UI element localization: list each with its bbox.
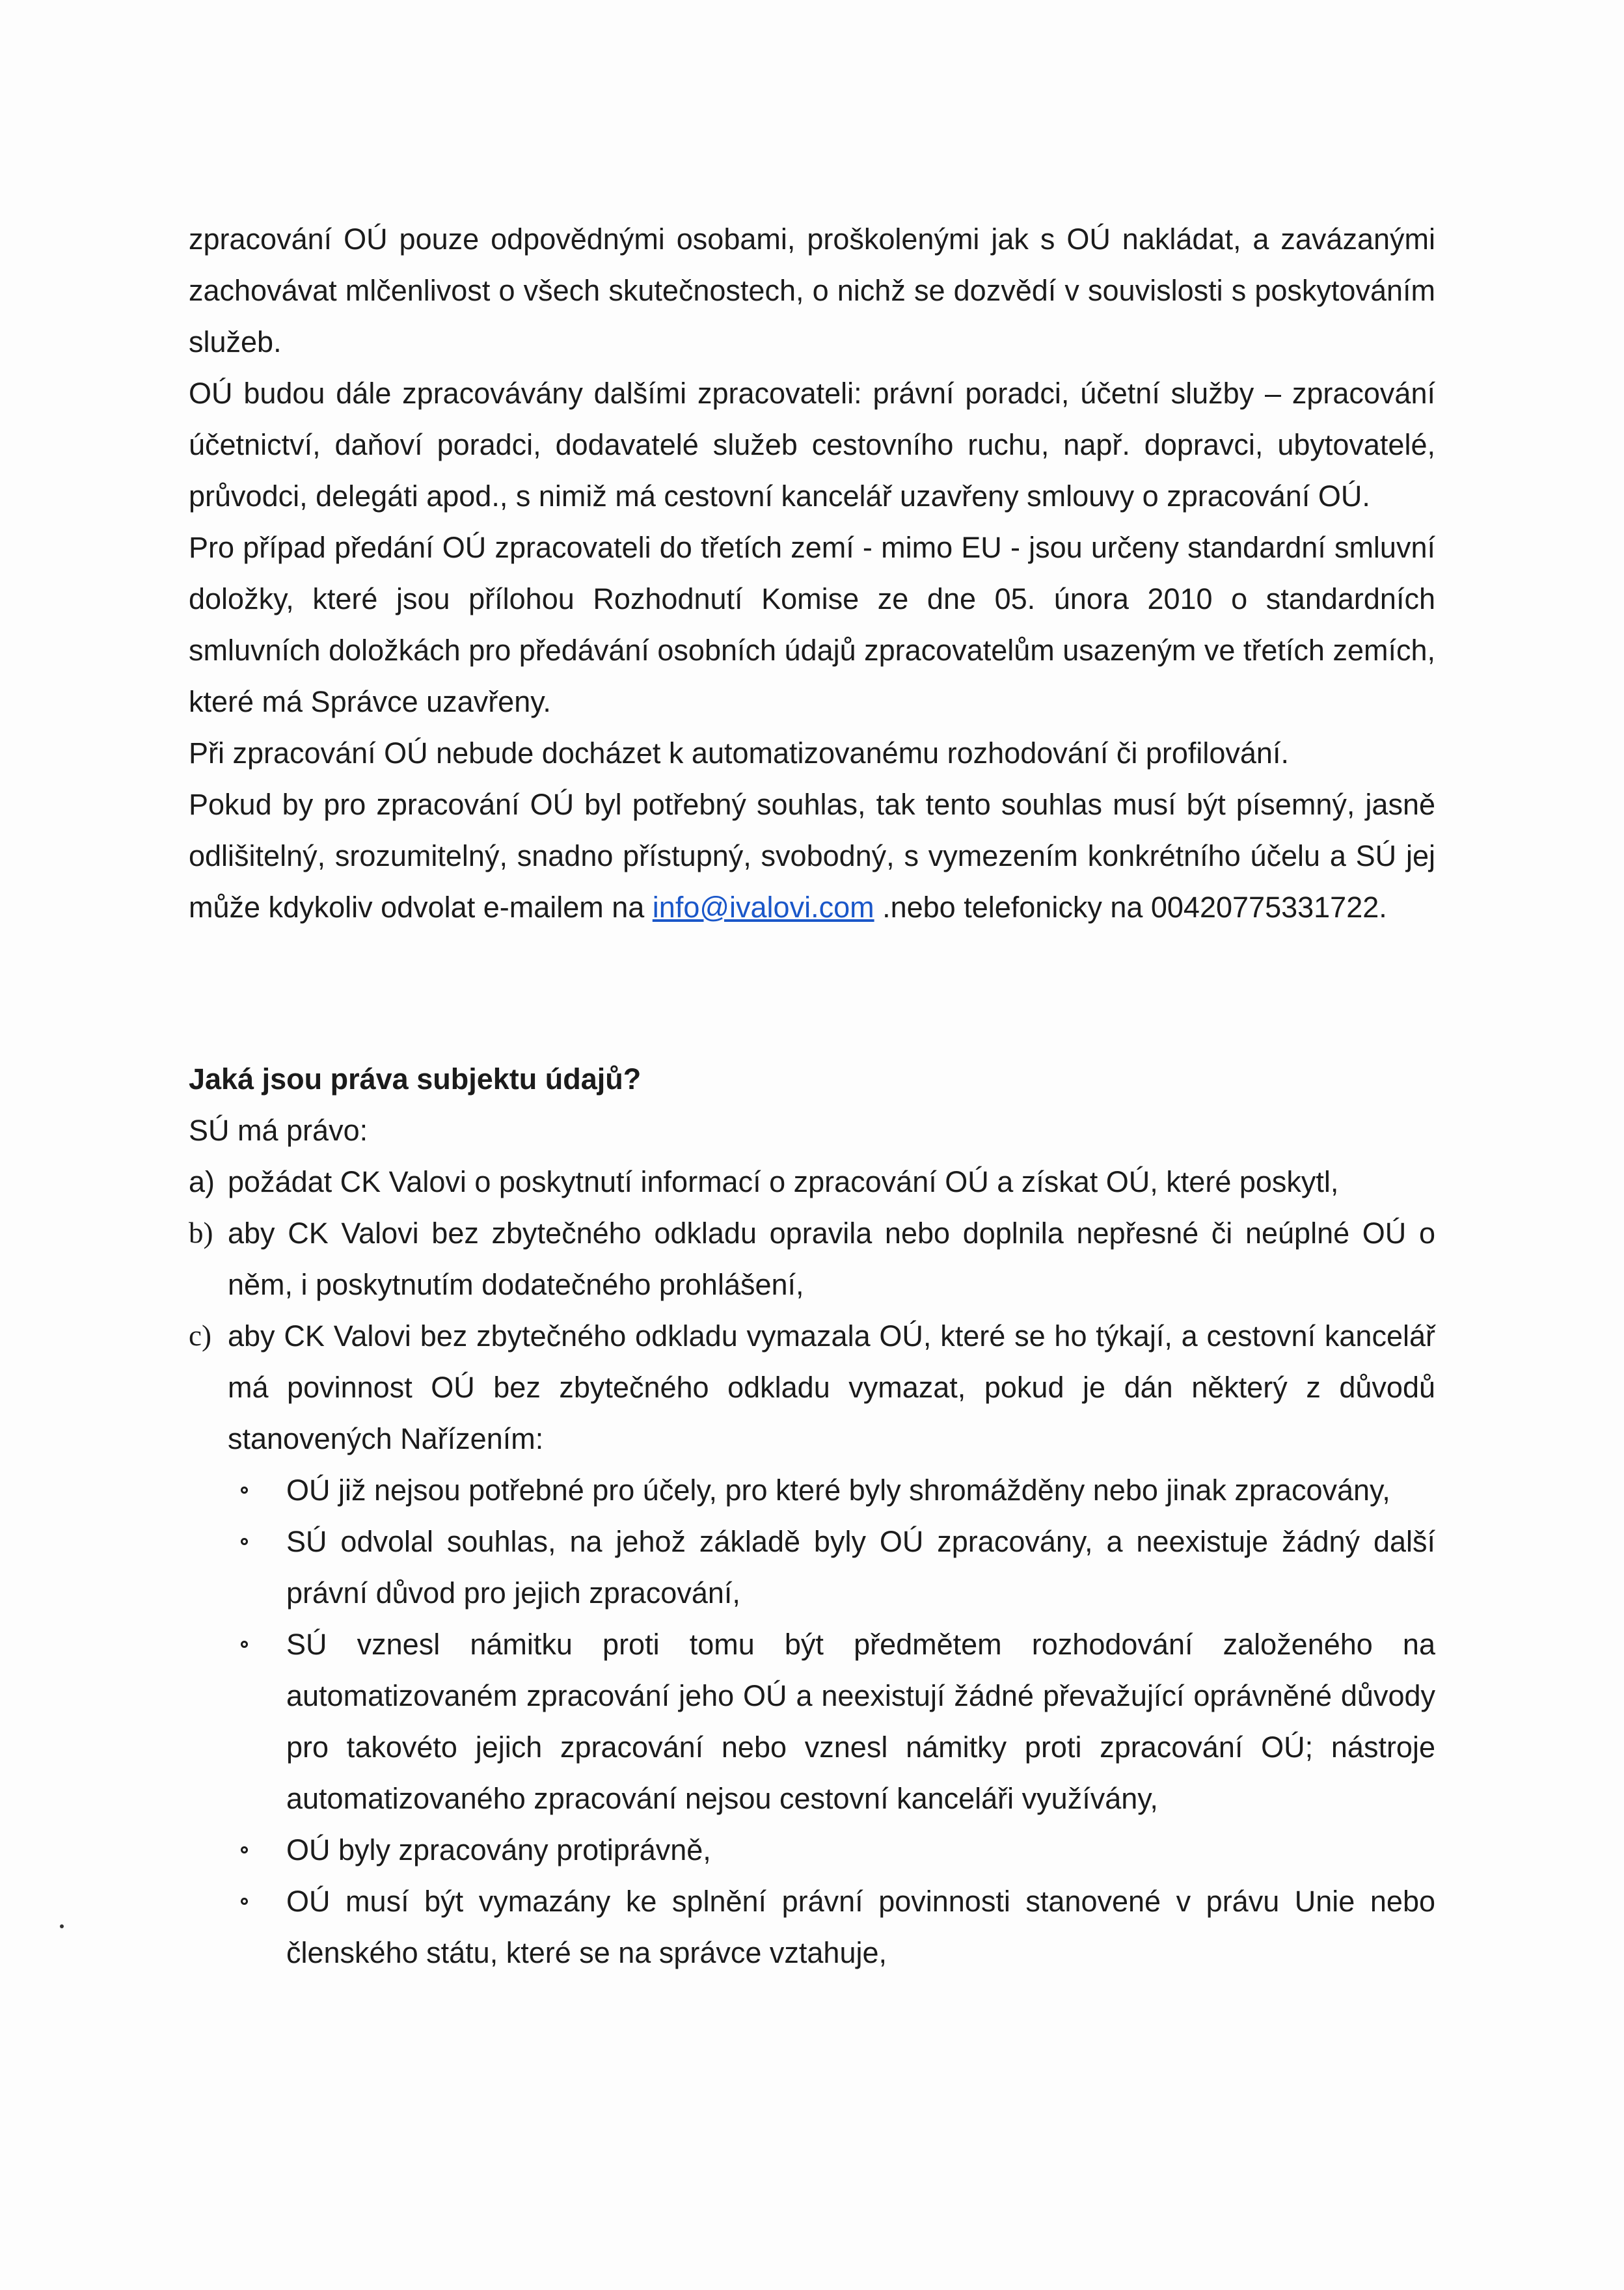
rights-heading: Jaká jsou práva subjektu údajů? [189,1062,642,1096]
rights-lead: SÚ má právo: [189,1114,368,1147]
bullet-icon [241,1487,248,1494]
list-marker: b) [189,1217,213,1249]
rights-item-a [189,1156,1435,1207]
bullet-icon [241,1641,248,1648]
section-spacer [189,933,1435,1053]
bullet-icon [241,1846,248,1853]
reason-item [189,1464,1435,1516]
reason-item [189,1876,1435,1978]
reason-text: OÚ musí být vymazány ke splnění právní povinnosti stanovené v právu Unie nebo členského státu, které se na správce vztahuje, [286,1885,1435,1969]
scan-speck [60,1924,64,1928]
reasons-list [189,1464,1435,1978]
intro-paragraph-1: zpracování OÚ pouze odpovědnými osobami, proškolenými jak s OÚ nakládat, a zavázanými zachovávat mlčenlivost o všech skutečnostech, o nichž se dozvědí v souvislosti s poskytováním služeb. [189,222,1435,358]
reason-item [189,1824,1435,1876]
consent-text-after: .nebo telefonicky na 00420775331722. [874,891,1387,924]
reason-item [189,1516,1435,1619]
consent-text-before: Pokud by pro zpracování OÚ byl potřebný souhlas, tak tento souhlas musí být písemný, jasně odlišitelný, srozumitelný, snadno přístupný, svobodný, s vymezením konkrétního účelu a SÚ jej může kdykoliv odvolat e-mailem na [189,788,1435,924]
intro-paragraph-2: OÚ budou dále zpracovávány dalšími zpracovateli: právní poradci, účetní služby – zpracování účetnictví, daňoví poradci, dodavatelé služeb cestovního ruchu, např. dopravci, ubytovatelé, průvodci, delegáti apod., s nimiž má cestovní kancelář uzavřeny smlouvy o zpracování OÚ. [189,377,1435,513]
consent-paragraph [189,779,1435,933]
reason-text: OÚ již nejsou potřebné pro účely, pro které byly shromážděny nebo jinak zpracovány, [286,1474,1390,1507]
reason-item [189,1619,1435,1824]
intro-paragraph-3: Pro případ předání OÚ zpracovateli do třetích zemí - mimo EU - jsou určeny standardní smluvní doložky, které jsou přílohou Rozhodnutí Komise ze dne 05. února 2010 o standardních smluvních doložkách pro předávání osobních údajů zpracovatelům usazeným ve třetích zemích, které má Správce uzavřeny. [189,531,1435,718]
reason-text: OÚ byly zpracovány protiprávně, [286,1833,711,1866]
reason-text: SÚ vznesl námitku proti tomu být předmětem rozhodování založeného na automatizovaném zpracování jeho OÚ a neexistují žádné převažující oprávněné důvody pro takovéto jejich zpracování nebo vznesl námitky proti zpracování OÚ; nástroje automatizovaného zpracování nejsou cestovní kanceláři využívány, [286,1628,1435,1815]
rights-item-text: aby CK Valovi bez zbytečného odkladu opravila nebo doplnila nepřesné či neúplné OÚ o něm, i poskytnutím dodatečného prohlášení, [228,1217,1435,1301]
rights-list [189,1156,1435,1464]
email-link[interactable]: info@ivalovi.com [652,891,874,924]
document-body [189,213,1435,1978]
rights-item-text: požádat CK Valovi o poskytnutí informací o zpracování OÚ a získat OÚ, které poskytl, [228,1165,1339,1198]
rights-item-text: aby CK Valovi bez zbytečného odkladu vymazala OÚ, které se ho týkají, a cestovní kancelář má povinnost OÚ bez zbytečného odkladu vymazat, pokud je dán některý z důvodů stanovených Nařízením: [228,1319,1435,1455]
list-marker: a) [189,1165,215,1198]
list-marker: c) [189,1319,211,1352]
bullet-icon [241,1538,248,1545]
bullet-icon [241,1898,248,1905]
intro-paragraph-4: Při zpracování OÚ nebude docházet k automatizovanému rozhodování či profilování. [189,736,1289,770]
rights-item-c [189,1310,1435,1464]
rights-item-b [189,1207,1435,1310]
reason-text: SÚ odvolal souhlas, na jehož základě byly OÚ zpracovány, a neexistuje žádný další právní důvod pro jejich zpracování, [286,1525,1435,1610]
